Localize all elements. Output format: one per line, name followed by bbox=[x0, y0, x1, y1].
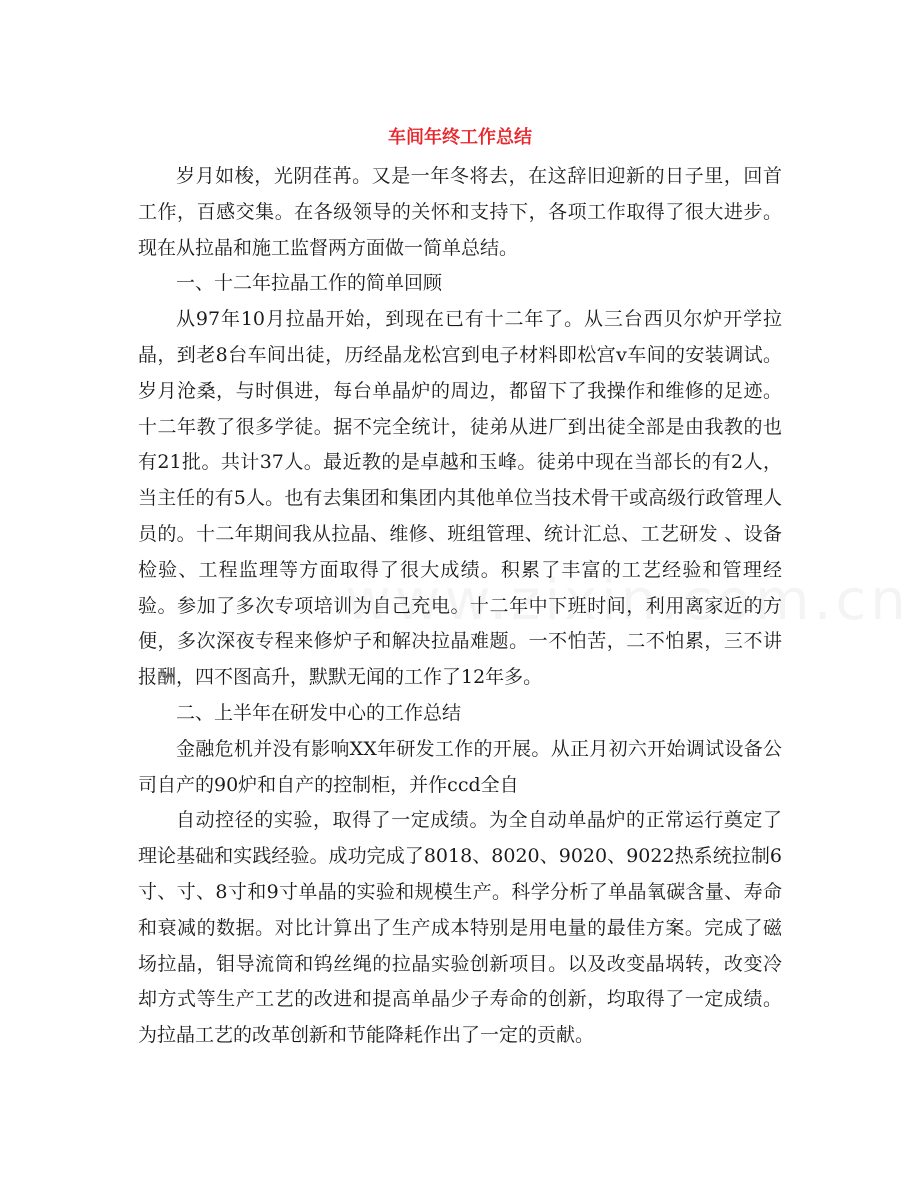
paragraph-review: 从97年10月拉晶开始，到现在已有十二年了。从三台西贝尔炉开学拉晶，到老8台车间出徒，历经晶龙松宫到电子材料即松宫v车间的安装调试。岁月沧桑，与时俱进，每台单晶炉的周边，都留下了我操作和维修的足迹。十二年教了很多学徒。据不完全统计，徒弟从进厂到出徒全部是由我教的也有21批。共计37人。最近教的是卓越和玉峰。徒弟中现在当部长的有2人，当主任的有5人。也有去集团和集团内其他单位当技术骨干或高级行政管理人员的。十二年期间我从拉晶、维修、班组管理、统计汇总、工艺研发 、设备检验、工程监理等方面取得了很大成绩。积累了丰富的工艺经验和管理经验。参加了多次专项培训为自己充电。十二年中下班时间，利用离家近的方便，多次深夜专程来修炉子和解决拉晶难题。一不怕苦，二不怕累，三不讲报酬，四不图高升，默默无闻的工作了12年多。 bbox=[138, 308, 782, 689]
paragraph-research-1: 金融危机并没有影响XX年研发工作的开展。从正月初六开始调试设备公司自产的90炉和自产的控制柜，并作ccd全自 bbox=[138, 737, 782, 796]
section-heading-1: 一、十二年拉晶工作的简单回顾 bbox=[176, 272, 443, 295]
paragraph-research-2: 自动控径的实验，取得了一定成绩。为全自动单晶炉的正常运行奠定了理论基础和实践经验。成功完成了8018、8020、9020、9022热系统拉制6寸、寸、8寸和9寸单晶的实验和规模生产。科学分析了单晶氧碳含量、寿命和衰减的数据。对比计算出了生产成本特别是用电量的最佳方案。完成了磁场拉晶，钼导流筒和钨丝绳的拉晶实验创新项目。以及改变晶埚转，改变冷却方式等生产工艺的改进和提高单晶少子寿命的创新，均取得了一定成绩。为拉晶工艺的改革创新和节能降耗作出了一定的贡献。 bbox=[138, 809, 782, 1047]
document-body bbox=[138, 159, 782, 1054]
section-heading-2: 二、上半年在研发中心的工作总结 bbox=[176, 701, 462, 724]
document-title: 车间年终工作总结 bbox=[388, 127, 532, 148]
paragraph-intro: 岁月如梭，光阴荏苒。又是一年冬将去，在这辞旧迎新的日子里，回首工作，百感交集。在各级领导的关怀和支持下，各项工作取得了很大进步。现在从拉晶和施工监督两方面做一简单总结。 bbox=[138, 165, 782, 259]
